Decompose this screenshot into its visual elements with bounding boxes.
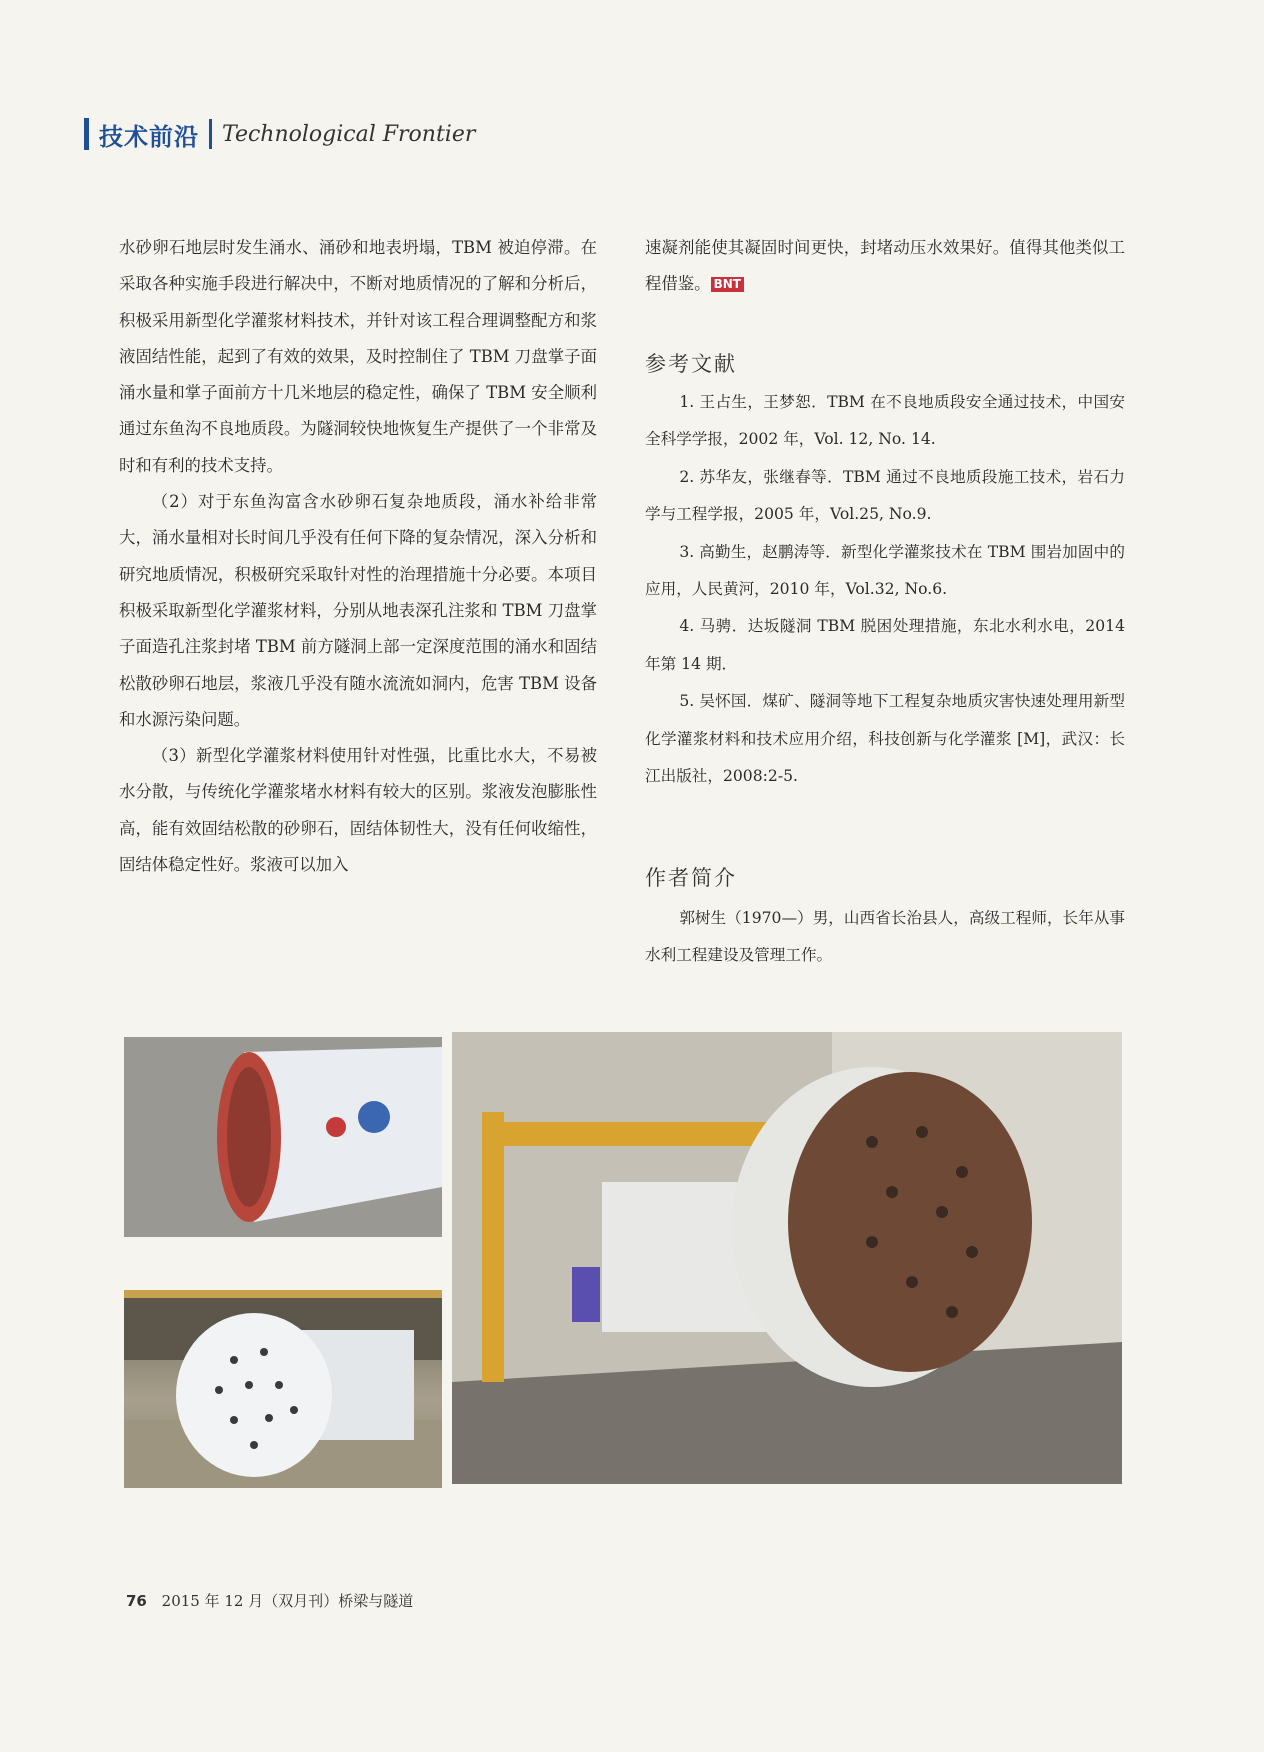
reference-item: 5. 吴怀国．煤矿、隧洞等地下工程复杂地质灾害快速处理用新型化学灌浆材料和技术应用介绍，科技创新与化学灌浆 [M]，武汉：长江出版社，2008:2-5. bbox=[645, 692, 1125, 786]
right-column-text bbox=[645, 230, 1125, 303]
author-title: 作者简介 bbox=[645, 866, 737, 890]
issue-info: 2015 年 12 月（双月刊）桥梁与隧道 bbox=[161, 1592, 414, 1610]
header-divider bbox=[209, 119, 212, 149]
left-column bbox=[119, 230, 597, 883]
author-bio bbox=[645, 900, 1125, 974]
section-header bbox=[84, 116, 475, 152]
tbm-gantry-site-photo bbox=[452, 1032, 1122, 1484]
reference-item: 2. 苏华友，张继春等．TBM 通过不良地质段施工技术，岩石力学与工程学报，2005 年，Vol.25, No.9. bbox=[645, 467, 1125, 524]
section-title-zh: 技术前沿 bbox=[99, 122, 199, 151]
paragraph: （2）对于东鱼沟富含水砂卵石复杂地质段，涌水补给非常大，涌水量相对长时间几乎没有任何下降的复杂情况，深入分析和研究地质情况，积极研究采取针对性的治理措施十分必要。本项目积极采取新型化学灌浆材料，分别从地表深孔注浆和 TBM 刀盘掌子面造孔注浆封堵 TBM 前方隧洞上部一定深度范围的涌水和固结松散砂卵石地层，浆液几乎没有随水流流如洞内，危害 TBM 设备和水源污染问题。 bbox=[119, 492, 597, 729]
section-title-en: Technological Frontier bbox=[222, 121, 476, 147]
paragraph: （3）新型化学灌浆材料使用针对性强，比重比水大，不易被水分散，与传统化学灌浆堵水材料有较大的区别。浆液发泡膨胀性高，能有效固结松散的砂卵石，固结体韧性大，没有任何收缩性，固结体稳定性好。浆液可以加入 bbox=[119, 746, 597, 875]
reference-item: 1. 王占生，王梦恕．TBM 在不良地质段安全通过技术，中国安全科学学报，2002 年，Vol. 12, No. 14. bbox=[645, 393, 1125, 449]
page-footer bbox=[126, 1590, 413, 1611]
paragraph: 水砂卵石地层时发生涌水、涌砂和地表坍塌，TBM 被迫停滞。在采取各种实施手段进行解决中，不断对地质情况的了解和分析后，积极采用新型化学灌浆材料技术，并针对该工程合理调整配方和浆液固结性能，起到了有效的效果，及时控制住了 TBM 刀盘掌子面涌水量和掌子面前方十几米地层的稳定性，确保了 TBM 安全顺利通过东鱼沟不良地质段。为隧洞较快地恢复生产提供了一个非常及时和有利的技术支持。 bbox=[119, 238, 597, 475]
paragraph: 速凝剂能使其凝固时间更快，封堵动压水效果好。值得其他类似工程借鉴。 bbox=[645, 238, 1125, 294]
references-list bbox=[645, 384, 1125, 795]
references-title: 参考文献 bbox=[645, 352, 737, 376]
reference-item: 3. 高勤生，赵鹏涛等．新型化学灌浆技术在 TBM 围岩加固中的应用，人民黄河，2010 年，Vol.32, No.6. bbox=[645, 542, 1125, 599]
end-mark: BNT bbox=[711, 277, 744, 292]
tbm-cutterhead-photo bbox=[124, 1037, 442, 1237]
page-number: 76 bbox=[126, 1592, 147, 1610]
header-bar bbox=[84, 118, 89, 150]
reference-item: 4. 马骋．达坂隧洞 TBM 脱困处理措施，东北水利水电，2014 年第 14 期． bbox=[645, 617, 1125, 673]
author-text: 郭树生（1970—）男，山西省长治县人，高级工程师，长年从事水利工程建设及管理工作。 bbox=[645, 909, 1125, 964]
tbm-assembly-hall-photo bbox=[124, 1290, 442, 1488]
